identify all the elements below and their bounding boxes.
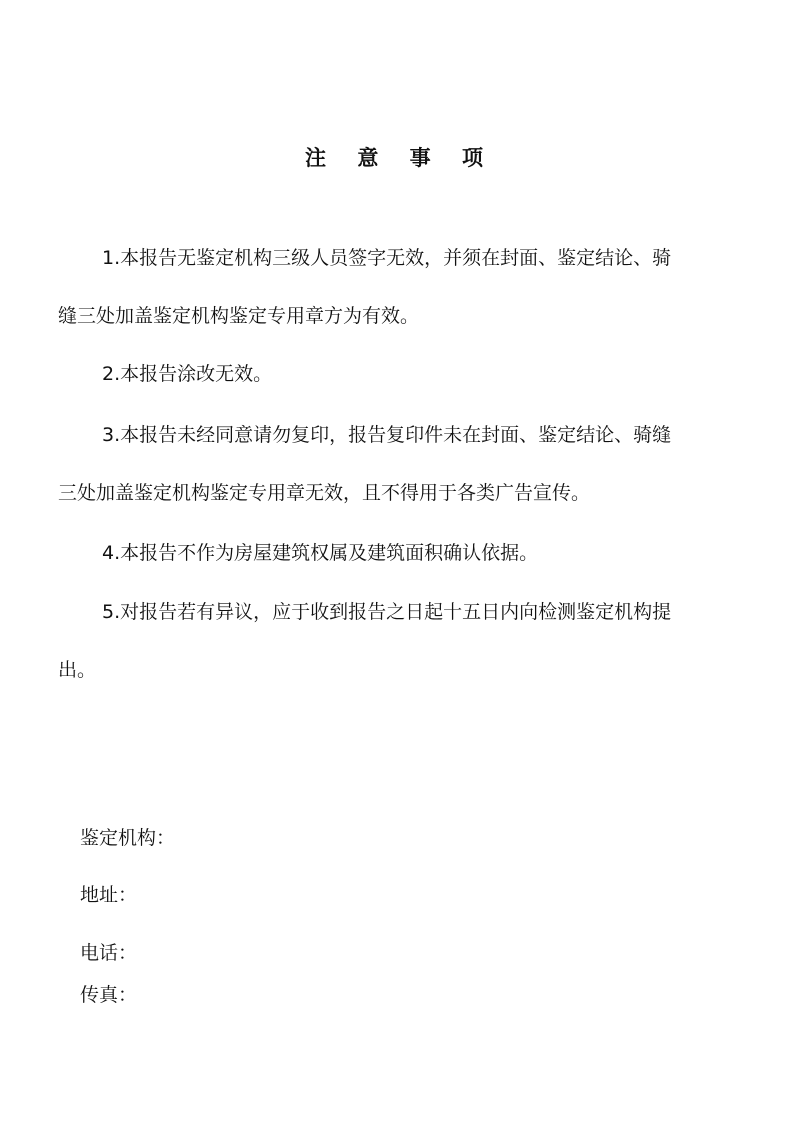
notice-item-1-line-1: 1.本报告无鉴定机构三级人员签字无效，并须在封面、鉴定结论、骑 (102, 247, 672, 269)
address-label: 地址： (80, 884, 138, 906)
notice-item-5-line-2: 出。 (58, 659, 97, 681)
notice-item-4 (58, 537, 766, 569)
notice-item-1-line-2: 缝三处加盖鉴定机构鉴定专用章方为有效。 (58, 305, 420, 327)
notice-item-1 (58, 229, 766, 345)
phone-label: 电话： (80, 942, 138, 964)
notice-item-3-line-1: 3.本报告未经同意请勿复印，报告复印件未在封面、鉴定结论、骑缝 (102, 424, 672, 446)
page-title: 注 意 事 项 (305, 146, 495, 170)
notice-item-5 (58, 583, 766, 699)
fax-label: 传真： (80, 984, 138, 1006)
notice-item-2-line-1: 2.本报告涂改无效。 (102, 363, 273, 385)
notice-item-5-line-1: 5.对报告若有异议，应于收到报告之日起十五日内向检测鉴定机构提 (102, 601, 672, 623)
notice-item-2 (58, 358, 766, 390)
notice-item-4-line-1: 4.本报告不作为房屋建筑权属及建筑面积确认依据。 (102, 542, 539, 564)
agency-label: 鉴定机构： (80, 827, 176, 849)
notice-item-3-line-2: 三处加盖鉴定机构鉴定专用章无效，且不得用于各类广告宣传。 (58, 482, 591, 504)
notice-item-3 (58, 406, 766, 522)
